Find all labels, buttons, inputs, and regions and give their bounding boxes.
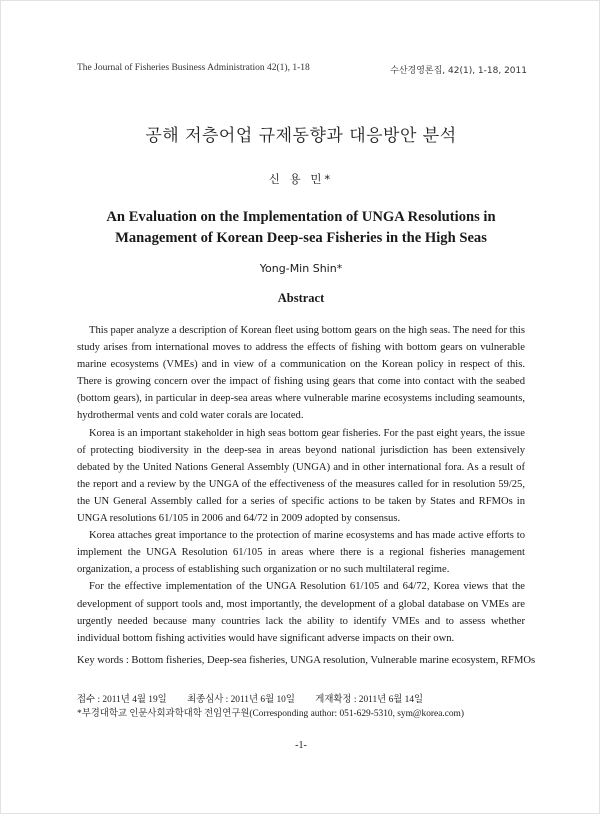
page-number: -1- — [295, 740, 307, 751]
english-title-line-1: An Evaluation on the Implementation of UNGA Resolutions in — [106, 209, 496, 225]
korean-title: 공해 저층어업 규제동향과 대응방안 분석 — [145, 126, 457, 146]
received-date: 접수 : 2011년 4월 19일 — [77, 695, 167, 705]
english-author: Yong-Min Shin* — [259, 262, 343, 275]
keywords: Key words : Bottom fisheries, Deep-sea fisheries, UNGA resolution, Vulnerable marine ecosystem, RFMOs — [77, 655, 536, 666]
abstract-heading: Abstract — [277, 291, 325, 305]
footnote — [77, 694, 537, 721]
korean-author: 신 용 민* — [268, 172, 334, 186]
english-title — [61, 207, 541, 249]
abstract-paragraph: Korea attaches great importance to the protection of marine ecosystems and has made active efforts to implement the UNGA Resolution 61/105 in areas where there is a regional fisheries management organization, a process of establishing such organization or no such multilateral regime. — [77, 530, 525, 576]
accepted-date: 게재확정 : 2011년 6월 14일 — [315, 695, 424, 705]
abstract-paragraph: For the effective implementation of the UNGA Resolution 61/105 and 64/72, Korea views that the development of support tools and, most importantly, the development of a global database on VMEs are urgently needed because many countries lack the ability to identify VMEs and to assess whether individual bottom fishing activities would have significant adverse impacts on their own. — [77, 581, 525, 644]
reviewed-date: 최종심사 : 2011년 6월 10일 — [187, 695, 295, 705]
english-title-line-2: Management of Korean Deep-sea Fisheries in the High Seas — [115, 230, 487, 246]
journal-header-ko: 수산경영론집, 42(1), 1-18, 2011 — [390, 66, 527, 76]
abstract-body — [77, 322, 525, 647]
abstract-paragraph: This paper analyze a description of Korean fleet using bottom gears on the high seas. The need for this study arises from international moves to address the effects of fishing with bottom gears on vulnerable marine ecosystems (VMEs) and in view of a communication on the Korean policy in respect of this. There is growing concern over the impact of fishing using gears that come into contact with the seabed (bottom gears), in particular in deep-sea areas where vulnerable marine ecosystems including seamounts, hydrothermal vents and cold water corals are located. — [77, 325, 525, 422]
author-affiliation: *부경대학교 인문사회과학대학 전임연구원(Corresponding author: 051-629-5310, sym@korea.com) — [77, 708, 464, 719]
submission-dates — [77, 694, 537, 708]
abstract-paragraph: Korea is an important stakeholder in high seas bottom gear fisheries. For the past eight years, the issue of protecting biodiversity in the deep-sea in areas beyond national jurisdiction has been extensively debated by the United Nations General Assembly (UNGA) and in other international fora. As a result of the report and a review by the UNGA of the effectiveness of the measures called for in resolution 59/25, the UN General Assembly called for a series of specific actions to be taken by States and RFMOs in UNGA resolutions 61/105 in 2006 and 64/72 in 2009 adopted by consensus. — [77, 427, 525, 525]
journal-header-en: The Journal of Fisheries Business Administration 42(1), 1-18 — [77, 63, 310, 73]
